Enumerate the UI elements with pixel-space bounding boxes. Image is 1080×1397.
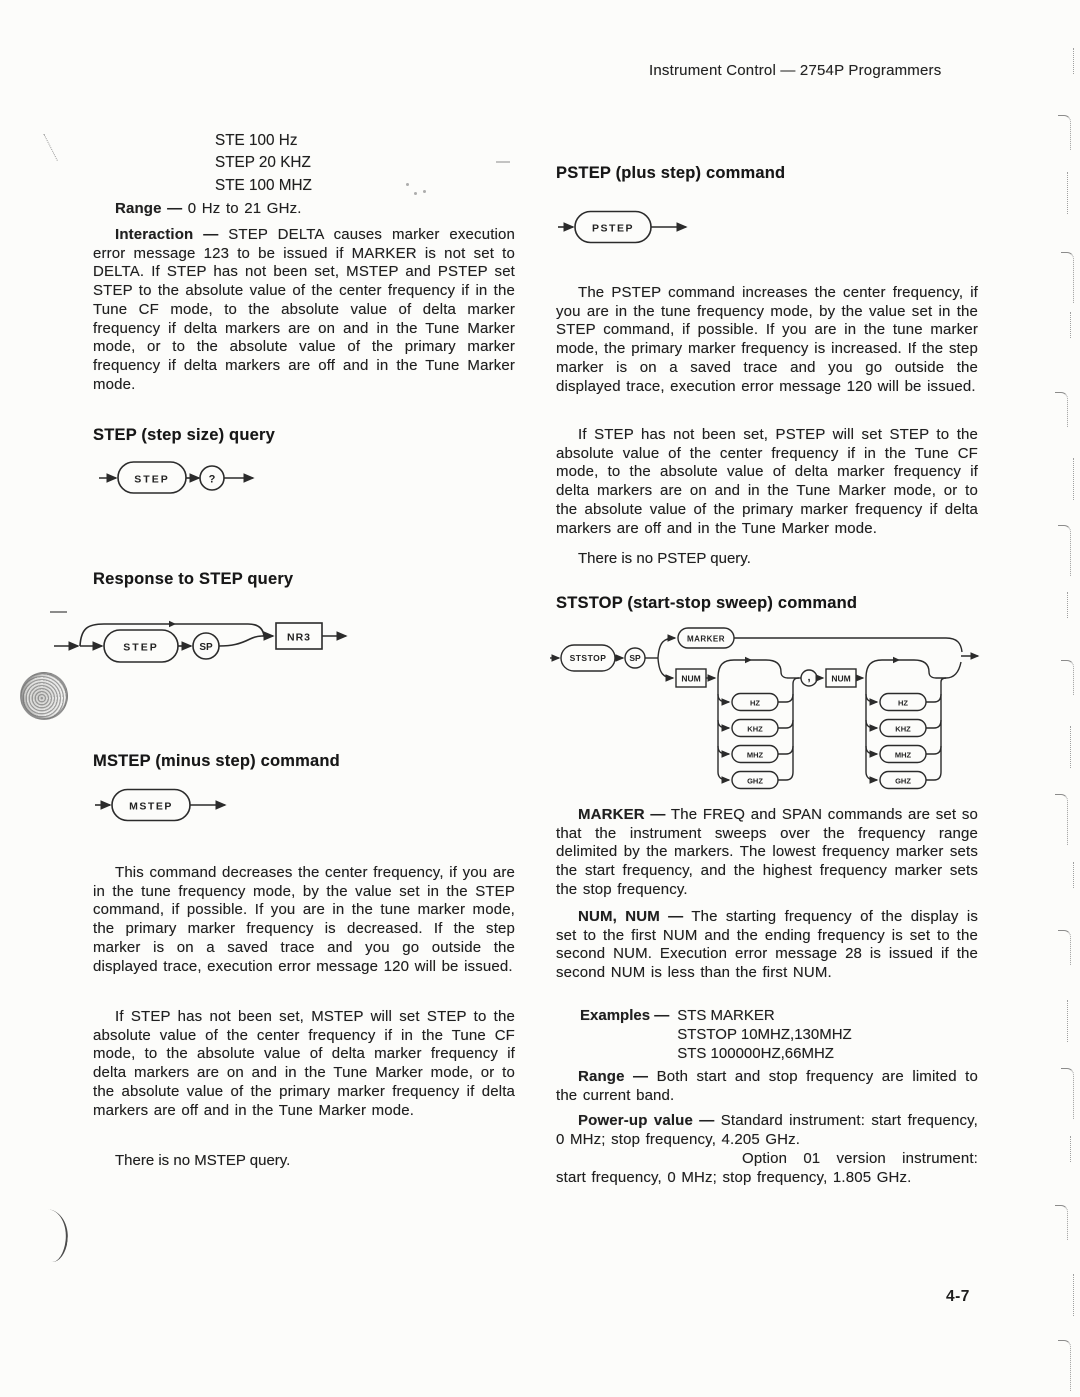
scan-artifact-edge-mark [1061,1274,1074,1316]
code-line: STE 100 MHZ [215,176,312,194]
scan-artifact-edge-mark [1061,252,1074,303]
scan-artifact-edge-mark [1058,1340,1071,1391]
marker-text: The FREQ and SPAN commands are set so that the instrument sweeps over the frequency range delimited by the markers. The lowest frequency marker sets the start frequency, and the highest frequency marker sets the stop frequency. [556,806,978,898]
marker-paragraph [556,806,978,900]
diagram-sp-label: SP [199,642,213,653]
scan-artifact-edge-mark [1058,525,1071,576]
code-line: STEP 20 KHZ [215,154,311,172]
scan-artifact-edge-mark [1061,458,1074,500]
scan-artifact-mark [43,133,58,161]
scan-artifact-edge-mark [1055,392,1068,427]
interaction-text: STEP DELTA causes marker execution error message 123 to be issued if MARKER is not set to DELTA. If STEP has not been set, MSTEP and PSTEP set STEP to the absolute value of the center frequency if in the Tune CF mode, to the absolute value of delta marker frequency if delta markers are on and in the Tune Marker mode, or to the absolute value of the primary marker frequency if delta markers are off and in the Tune Marker mode. [93,226,515,393]
mstep-railroad-diagram [93,786,233,824]
railroad-labels [134,474,215,486]
pstep-note: There is no PSTEP query. [578,550,751,567]
code-example-block [215,130,312,197]
step-query-heading: STEP (step size) query [93,426,275,444]
scan-artifact-edge-mark [1058,115,1071,150]
scan-artifact-edge-mark [1061,1068,1074,1119]
range2-text: Both start and stop frequency are limited to the current band. [556,1068,978,1104]
interaction-paragraph [93,226,515,394]
diagram-keyword-label: STEP [123,641,159,654]
scan-artifact-dash [50,611,67,613]
examples-block [556,1006,978,1063]
scan-artifact-edge-mark [1055,1000,1068,1042]
interaction-label: Interaction — [115,226,219,243]
scan-artifact-dot [423,190,426,193]
diagram-unit-label: GHZ [895,776,911,786]
powerup-paragraph [556,1112,978,1149]
num-paragraph [556,908,978,983]
diagram-unit-label: GHZ [747,776,763,786]
marker-label: MARKER — [578,806,666,823]
mstep-heading: MSTEP (minus step) command [93,752,340,770]
range-label: Range — [115,200,183,217]
railroad-lines [99,462,253,493]
diagram-unit-label: KHZ [895,724,911,734]
mstep-paragraph-2: If STEP has not been set, MSTEP will set STEP to the absolute value of the center frequency if in the Tune CF mode, to the absolute value of delta marker frequency if delta markers are on and in the Tune Marker mode, or to the absolute value of the primary marker frequency if delta markers are off and in the Tune Marker mode. [93,1008,515,1119]
step-query-railroad-diagram [97,453,262,499]
scan-artifact-edge-mark [1058,726,1071,768]
pstep-heading: PSTEP (plus step) command [556,164,786,182]
scan-artifact-edge-mark [1055,592,1068,618]
pstep-paragraph-1: The PSTEP command increases the center frequency, if you are in the tune frequency mode, by the value set in the STEP command, if possible. If you are in the tune marker mode, the primary marker frequency is increased. If the step marker is on a saved trace and you go outside the displayed trace, execution error message 120 will be issued. [556,284,978,395]
powerup-paragraph-option: Option 01 version instrument: start frequency, 0 MHz; stop frequency, 1.805 GHz. [556,1150,978,1186]
powerup-text-standard: Standard instrument: start frequency, 0 MHz; stop frequency, 4.205 GHz. [556,1112,978,1148]
scan-artifact-edge-mark [1061,660,1074,695]
railroad-lines [550,628,978,789]
pstep-paragraph-2: If STEP has not been set, PSTEP will set STEP to the absolute value of the center frequency if in the Tune CF mode, to the absolute value of delta marker frequency if delta markers are on and in the Tune Marker mode, or to the absolute value of the primary marker frequency if delta markers are off and in the Tune Marker mode. [556,426,978,537]
response-railroad-diagram [52,594,352,686]
example-line: STS MARKER [677,1007,775,1024]
mstep-paragraph-1: This command decreases the center frequency, if you are in the tune frequency mode, by the value set in the STEP command, if possible. If you are in the tune marker mode, the primary marker frequency is decreased. If the step marker is on a saved trace and you go outside the displayed trace, execution error message 120 will be issued. [93,864,515,975]
example-line: STSTOP 10MHZ,130MHZ [677,1026,852,1043]
scan-artifact-edge-mark [1055,172,1068,214]
diagram-unit-label: HZ [898,698,908,708]
code-line: STE 100 Hz [215,132,298,149]
diagram-unit-label: HZ [750,698,760,708]
example-line: STS 100000HZ,66MHZ [677,1045,834,1062]
scan-artifact-dot [406,183,409,186]
diagram-marker-label: MARKER [686,634,726,644]
page-header: Instrument Control — 2754P Programmers [649,62,942,79]
scan-artifact-edge-mark [1061,48,1074,74]
scan-artifact-edge-mark [1061,862,1074,888]
diagram-keyword-label: MSTEP [129,800,173,813]
scan-artifact-edge-mark [1058,1136,1071,1162]
range-text: 0 Hz to 21 GHz. [187,200,302,217]
scan-artifact-edge-mark [1058,312,1071,338]
diagram-result-label: NR3 [286,631,312,644]
diagram-num1-label: NUM [681,673,701,684]
railroad-labels [123,632,311,654]
mstep-note: There is no MSTEP query. [115,1152,291,1169]
diagram-keyword-label: STSTOP [569,653,607,663]
scan-artifact-edge-mark [1055,794,1068,845]
scan-artifact-stamp [20,672,68,720]
railroad-labels [129,801,173,813]
ststop-railroad-diagram [548,622,985,794]
pstep-railroad-diagram [556,208,696,246]
scan-artifact-pen-mark [37,1209,70,1264]
diagram-keyword-label: PSTEP [592,222,634,235]
num-text: The starting frequency of the display is set to the first NUM and the ending frequency is set to the second NUM. Execution error message 28 is issued if the second NUM is less than the first NUM. [556,908,978,982]
diagram-num2-label: NUM [831,673,851,684]
powerup-label: Power-up value — [578,1112,715,1129]
examples-lines [677,1006,852,1063]
examples-label: Examples — [580,1007,670,1024]
num-label: NUM, NUM — [578,908,684,925]
scan-artifact-edge-mark [1058,930,1071,965]
diagram-query-label: ? [208,473,216,486]
diagram-comma-label: , [807,671,811,684]
diagram-unit-label: MHZ [894,750,912,760]
scan-artifact-edge-mark [1055,1205,1068,1240]
page-number: 4-7 [946,1288,970,1305]
response-heading: Response to STEP query [93,570,294,588]
scan-artifact-dash [496,161,510,163]
range-paragraph [93,200,515,219]
ststop-heading: STSTOP (start-stop sweep) command [556,594,858,612]
diagram-keyword-label: STEP [134,473,170,486]
range2-label: Range — [578,1068,649,1085]
scan-artifact-dot [414,192,417,195]
range-paragraph-2 [556,1068,978,1105]
diagram-unit-label: MHZ [746,750,764,760]
diagram-unit-label: KHZ [747,724,763,734]
diagram-sp-label: SP [629,653,641,663]
railroad-labels [592,223,634,235]
